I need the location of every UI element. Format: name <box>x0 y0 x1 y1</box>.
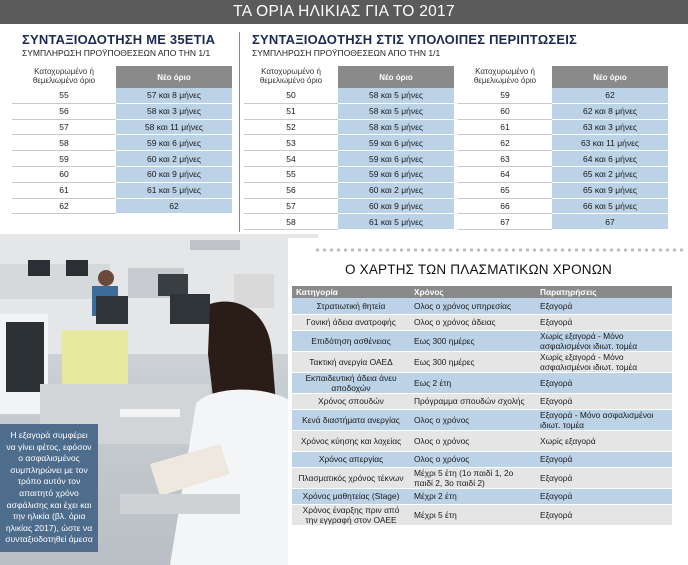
new-age-cell: 62 <box>116 198 232 214</box>
notes-cell: Εξαγορά - Μόνο ασφαλισμένοι ιδιωτ. τομέα <box>536 409 672 430</box>
col-old-header: Κατοχυρωμένο ή θεμελιωμένο όριο <box>32 67 96 85</box>
table-row <box>12 135 232 151</box>
new-age-cell: 58 και 5 μήνες <box>338 103 454 119</box>
notes-cell: Εξαγορά <box>536 467 672 488</box>
left-age-table <box>12 66 232 214</box>
old-age-cell: 50 <box>244 88 338 103</box>
old-age-cell: 59 <box>12 151 116 167</box>
old-age-cell: 57 <box>12 119 116 135</box>
right-age-table-a <box>244 66 454 230</box>
dotted-divider <box>314 248 684 252</box>
col-new-header: Νέο όριο <box>338 66 454 88</box>
table-row <box>292 298 672 314</box>
old-age-cell: 65 <box>458 182 552 198</box>
table-row <box>292 467 672 488</box>
col-old-header: Κατοχυρωμένο ή θεμελιωμένο όριο <box>259 67 323 85</box>
table-row <box>458 182 668 198</box>
time-cell: Μέχρι 5 έτη <box>410 504 536 525</box>
table-row <box>12 198 232 214</box>
section-divider <box>239 32 240 232</box>
new-age-cell: 60 και 9 μήνες <box>116 166 232 182</box>
table-row <box>292 409 672 430</box>
old-age-cell: 58 <box>244 214 338 230</box>
category-cell: Τακτική ανεργία ΟΑΕΔ <box>292 351 410 372</box>
left-section-subtitle: ΣΥΜΠΛΗΡΩΣΗ ΠΡΟΫΠΟΘΕΣΕΩΝ ΑΠΟ ΤΗΝ 1/1 <box>22 48 211 58</box>
new-age-cell: 58 και 3 μήνες <box>116 103 232 119</box>
right-section-title: ΣΥΝΤΑΞΙΟΔΟΤΗΣΗ ΣΤΙΣ ΥΠΟΛΟΙΠΕΣ ΠΕΡΙΠΤΩΣΕΙΣ <box>252 32 578 47</box>
new-age-cell: 65 και 9 μήνες <box>552 182 668 198</box>
category-cell: Χρόνος έναρξης πριν από την εγγραφή στον ΟΑΕΕ <box>292 504 410 525</box>
table-row <box>458 198 668 214</box>
photo-caption: Η εξαγορά συμφέρει να γίνει φέτος, εφόσον ο ασφαλισμένος συμπληρώνει με τον τρόπο αυτόν τον απαιτητό χρόνο ασφάλισης και έχει και την ηλικία (βλ. όρια ηλικίας 2017), ώστε να συνταξιοδοτηθεί άμεσα <box>0 424 98 552</box>
new-age-cell: 58 και 5 μήνες <box>338 119 454 135</box>
category-cell: Στρατιωτική θητεία <box>292 298 410 314</box>
old-age-cell: 60 <box>458 103 552 119</box>
time-cell: Ολος ο χρόνος <box>410 409 536 430</box>
notes-cell: Εξαγορά <box>536 298 672 314</box>
table-row <box>244 198 454 214</box>
table-row <box>244 182 454 198</box>
old-age-cell: 60 <box>12 166 116 182</box>
page-title: ΤΑ ΟΡΙΑ ΗΛΙΚΙΑΣ ΓΙΑ ΤΟ 2017 <box>0 0 688 24</box>
table-row <box>458 119 668 135</box>
notes-cell: Εξαγορά <box>536 504 672 525</box>
old-age-cell: 55 <box>244 166 338 182</box>
time-cell: Ολος ο χρόνος υπηρεσίας <box>410 298 536 314</box>
table-row <box>244 119 454 135</box>
time-cell: Εως 300 ημέρες <box>410 330 536 351</box>
old-age-cell: 52 <box>244 119 338 135</box>
table-row <box>292 351 672 372</box>
category-cell: Πλασματικός χρόνος τέκνων <box>292 467 410 488</box>
category-cell: Χρόνος απεργίας <box>292 451 410 467</box>
table-row <box>292 430 672 451</box>
table-row <box>244 214 454 230</box>
notes-cell: Εξαγορά <box>536 488 672 504</box>
right-age-table-b <box>458 66 668 230</box>
table-row <box>12 166 232 182</box>
notes-cell: Εξαγορά <box>536 314 672 330</box>
table-row <box>244 166 454 182</box>
category-cell: Χρόνος μαθητείας (Stage) <box>292 488 410 504</box>
new-age-cell: 60 και 2 μήνες <box>338 182 454 198</box>
new-age-cell: 65 και 2 μήνες <box>552 166 668 182</box>
new-age-cell: 62 και 8 μήνες <box>552 103 668 119</box>
table-row <box>458 135 668 151</box>
new-age-cell: 67 <box>552 214 668 230</box>
old-age-cell: 62 <box>458 135 552 151</box>
time-cell: Ολος ο χρόνος <box>410 451 536 467</box>
notes-cell: Χωρίς εξαγορά <box>536 430 672 451</box>
table-row <box>12 103 232 119</box>
table-row <box>244 135 454 151</box>
table-row <box>292 504 672 525</box>
table-row <box>12 182 232 198</box>
table-row <box>292 330 672 351</box>
old-age-cell: 58 <box>12 135 116 151</box>
category-cell: Γονική άδεια ανατροφής <box>292 314 410 330</box>
table-row <box>12 88 232 103</box>
table-row <box>458 103 668 119</box>
notes-cell: Εξαγορά <box>536 372 672 393</box>
left-section-title: ΣΥΝΤΑΞΙΟΔΟΤΗΣΗ ΜΕ 35ΕΤΙΑ <box>22 32 216 47</box>
table-row <box>458 214 668 230</box>
table-row <box>458 151 668 167</box>
category-cell: Χρόνος σπουδών <box>292 393 410 409</box>
old-age-cell: 61 <box>458 119 552 135</box>
table-row <box>292 314 672 330</box>
old-age-cell: 62 <box>12 198 116 214</box>
old-age-cell: 56 <box>244 182 338 198</box>
category-cell: Χρόνος κύησης και λοχείας <box>292 430 410 451</box>
table-row <box>12 151 232 167</box>
old-age-cell: 59 <box>458 88 552 103</box>
old-age-cell: 64 <box>458 166 552 182</box>
table-row <box>458 88 668 103</box>
old-age-cell: 54 <box>244 151 338 167</box>
time-cell: Ολος ο χρόνος άδειας <box>410 314 536 330</box>
new-age-cell: 59 και 6 μήνες <box>338 166 454 182</box>
time-cell: Εως 2 έτη <box>410 372 536 393</box>
header-category: Κατηγορία <box>292 286 410 298</box>
time-cell: Ολος ο χρόνος <box>410 430 536 451</box>
table-row <box>244 103 454 119</box>
category-cell: Επιδότηση ασθένειας <box>292 330 410 351</box>
col-new-header: Νέο όριο <box>552 66 668 88</box>
time-cell: Μέχρι 5 έτη (1ο παιδί 1, 2ο παιδί 2, 3ο παιδί 2) <box>410 467 536 488</box>
table-row <box>292 488 672 504</box>
old-age-cell: 55 <box>12 88 116 103</box>
col-new-header: Νέο όριο <box>116 66 232 88</box>
category-cell: Εκπαιδευτική άδεια άνευ αποδοχών <box>292 372 410 393</box>
old-age-cell: 51 <box>244 103 338 119</box>
old-age-cell: 61 <box>12 182 116 198</box>
time-cell: Εως 300 ημέρες <box>410 351 536 372</box>
new-age-cell: 58 και 5 μήνες <box>338 88 454 103</box>
old-age-cell: 67 <box>458 214 552 230</box>
old-age-cell: 63 <box>458 151 552 167</box>
col-old-header: Κατοχυρωμένο ή θεμελιωμένο όριο <box>473 67 537 85</box>
old-age-cell: 66 <box>458 198 552 214</box>
table-row <box>292 451 672 467</box>
map-title: Ο ΧΑΡΤΗΣ ΤΩΝ ΠΛΑΣΜΑΤΙΚΩΝ ΧΡΟΝΩΝ <box>345 262 612 277</box>
header-time: Χρόνος <box>410 286 536 298</box>
notes-cell: Εξαγορά <box>536 451 672 467</box>
category-cell: Κενά διαστήματα ανεργίας <box>292 409 410 430</box>
new-age-cell: 60 και 9 μήνες <box>338 198 454 214</box>
old-age-cell: 53 <box>244 135 338 151</box>
new-age-cell: 60 και 2 μήνες <box>116 151 232 167</box>
new-age-cell: 64 και 6 μήνες <box>552 151 668 167</box>
notes-cell: Χωρίς εξαγορά - Μόνο ασφαλισμένοι ιδιωτ. τομέα <box>536 351 672 372</box>
table-row <box>12 119 232 135</box>
new-age-cell: 63 και 3 μήνες <box>552 119 668 135</box>
notes-cell: Εξαγορά <box>536 393 672 409</box>
new-age-cell: 61 και 5 μήνες <box>116 182 232 198</box>
old-age-cell: 57 <box>244 198 338 214</box>
table-row <box>244 151 454 167</box>
new-age-cell: 59 και 6 μήνες <box>116 135 232 151</box>
new-age-cell: 63 και 11 μήνες <box>552 135 668 151</box>
plasmatic-time-table <box>292 286 672 526</box>
right-section-subtitle: ΣΥΜΠΛΗΡΩΣΗ ΠΡΟΫΠΟΘΕΣΕΩΝ ΑΠΟ ΤΗΝ 1/1 <box>252 48 441 58</box>
new-age-cell: 61 και 5 μήνες <box>338 214 454 230</box>
table-row <box>292 372 672 393</box>
new-age-cell: 59 και 6 μήνες <box>338 151 454 167</box>
table-row <box>292 393 672 409</box>
table-row <box>458 166 668 182</box>
new-age-cell: 58 και 11 μήνες <box>116 119 232 135</box>
notes-cell: Χωρίς εξαγορά - Μόνο ασφαλισμένοι ιδιωτ. τομέα <box>536 330 672 351</box>
header-notes: Παρατηρήσεις <box>536 286 672 298</box>
new-age-cell: 62 <box>552 88 668 103</box>
new-age-cell: 66 και 5 μήνες <box>552 198 668 214</box>
new-age-cell: 59 και 6 μήνες <box>338 135 454 151</box>
new-age-cell: 57 και 8 μήνες <box>116 88 232 103</box>
old-age-cell: 56 <box>12 103 116 119</box>
time-cell: Πρόγραμμα σπουδών σχολής <box>410 393 536 409</box>
time-cell: Μέχρι 2 έτη <box>410 488 536 504</box>
table-row <box>244 88 454 103</box>
